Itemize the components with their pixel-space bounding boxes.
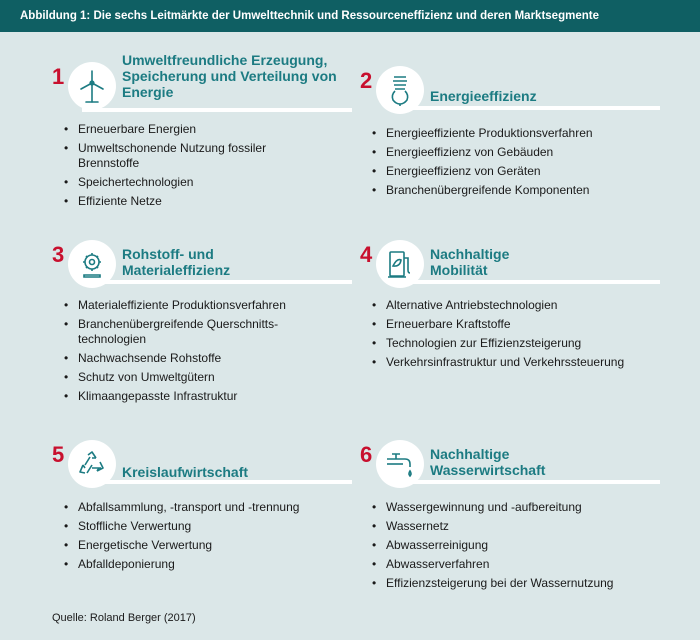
- segment-list: [52, 500, 362, 572]
- list-item: • Alternative Antriebstechnologien: [360, 298, 670, 313]
- list-item: • Wassergewinnung und -aufbereitung: [360, 500, 670, 515]
- list-item: • Erneuerbare Energien: [52, 122, 362, 137]
- section-number: 6: [360, 442, 373, 467]
- segment-list: [52, 122, 362, 209]
- list-item: • Nachwachsende Rohstoffe: [52, 351, 362, 366]
- divider: [82, 108, 352, 112]
- section-title: Nachhaltige Wasserwirtschaft: [430, 446, 546, 478]
- list-item: • Verkehrsinfrastruktur und Verkehrssteuerung: [360, 355, 670, 370]
- segment-list: [360, 126, 670, 198]
- list-item: • Materialeffiziente Produktionsverfahren: [52, 298, 362, 313]
- list-item: • Stoffliche Verwertung: [52, 519, 362, 534]
- segment-list: [52, 298, 362, 404]
- section-number: 2: [360, 68, 373, 93]
- gear-machine-icon: [68, 240, 116, 288]
- list-item: • Abwasserverfahren: [360, 557, 670, 572]
- segment-list: [360, 298, 670, 370]
- section-5: [52, 440, 362, 576]
- list-item: • Technologien zur Effizienzsteigerung: [360, 336, 670, 351]
- list-item: • Energieeffizienz von Gebäuden: [360, 145, 670, 160]
- list-item: • Effizienzsteigerung bei der Wassernutzung: [360, 576, 670, 591]
- source-note: Quelle: Roland Berger (2017): [52, 612, 196, 624]
- section-number: 1: [52, 64, 65, 89]
- list-item: • Abfallsammlung, -transport und -trennung: [52, 500, 362, 515]
- light-bulb-icon: [376, 66, 424, 114]
- recycling-icon: [68, 440, 116, 488]
- list-item: • Erneuerbare Kraftstoffe: [360, 317, 670, 332]
- list-item: • Effiziente Netze: [52, 194, 362, 209]
- divider: [390, 480, 660, 484]
- list-item: • Abfalldeponierung: [52, 557, 362, 572]
- section-number: 4: [360, 242, 373, 267]
- divider: [390, 106, 660, 110]
- list-item: • Energetische Verwertung: [52, 538, 362, 553]
- divider: [82, 480, 352, 484]
- list-item: • Klimaangepasste Infrastruktur: [52, 389, 362, 404]
- section-4: [360, 240, 670, 374]
- section-1: [52, 52, 362, 213]
- list-item: • Wassernetz: [360, 519, 670, 534]
- fuel-pump-leaf-icon: [376, 240, 424, 288]
- section-number: 5: [52, 442, 65, 467]
- section-title: Umweltfreundliche Erzeugung, Speicherung und Verteilung von Energie: [122, 52, 337, 100]
- figure-caption: Abbildung 1: Die sechs Leitmärkte der Umwelttechnik und Ressourceneffizienz und deren Marktsegmente: [0, 0, 700, 32]
- list-item: • Energieeffiziente Produktionsverfahren: [360, 126, 670, 141]
- section-3: [52, 240, 362, 408]
- list-item: • Branchenübergreifende Querschnitts-technologien: [52, 317, 303, 347]
- list-item: • Energieeffizienz von Geräten: [360, 164, 670, 179]
- section-title: Energieeffizienz: [430, 88, 537, 104]
- section-title: Nachhaltige Mobilität: [430, 246, 510, 278]
- water-tap-icon: [376, 440, 424, 488]
- divider: [82, 280, 352, 284]
- list-item: • Branchenübergreifende Komponenten: [360, 183, 670, 198]
- divider: [390, 280, 660, 284]
- segment-list: [360, 500, 670, 591]
- section-2: [360, 66, 670, 202]
- list-item: • Abwasserreinigung: [360, 538, 670, 553]
- wind-turbine-icon: [68, 62, 116, 110]
- section-number: 3: [52, 242, 65, 267]
- section-title: Rohstoff- und Materialeffizienz: [122, 246, 231, 278]
- section-6: [360, 440, 670, 595]
- list-item: • Speichertechnologien: [52, 175, 362, 190]
- list-item: • Schutz von Umweltgütern: [52, 370, 362, 385]
- section-title: Kreislaufwirtschaft: [122, 464, 249, 480]
- list-item: • Umweltschonende Nutzung fossiler Brennstoffe: [52, 141, 308, 171]
